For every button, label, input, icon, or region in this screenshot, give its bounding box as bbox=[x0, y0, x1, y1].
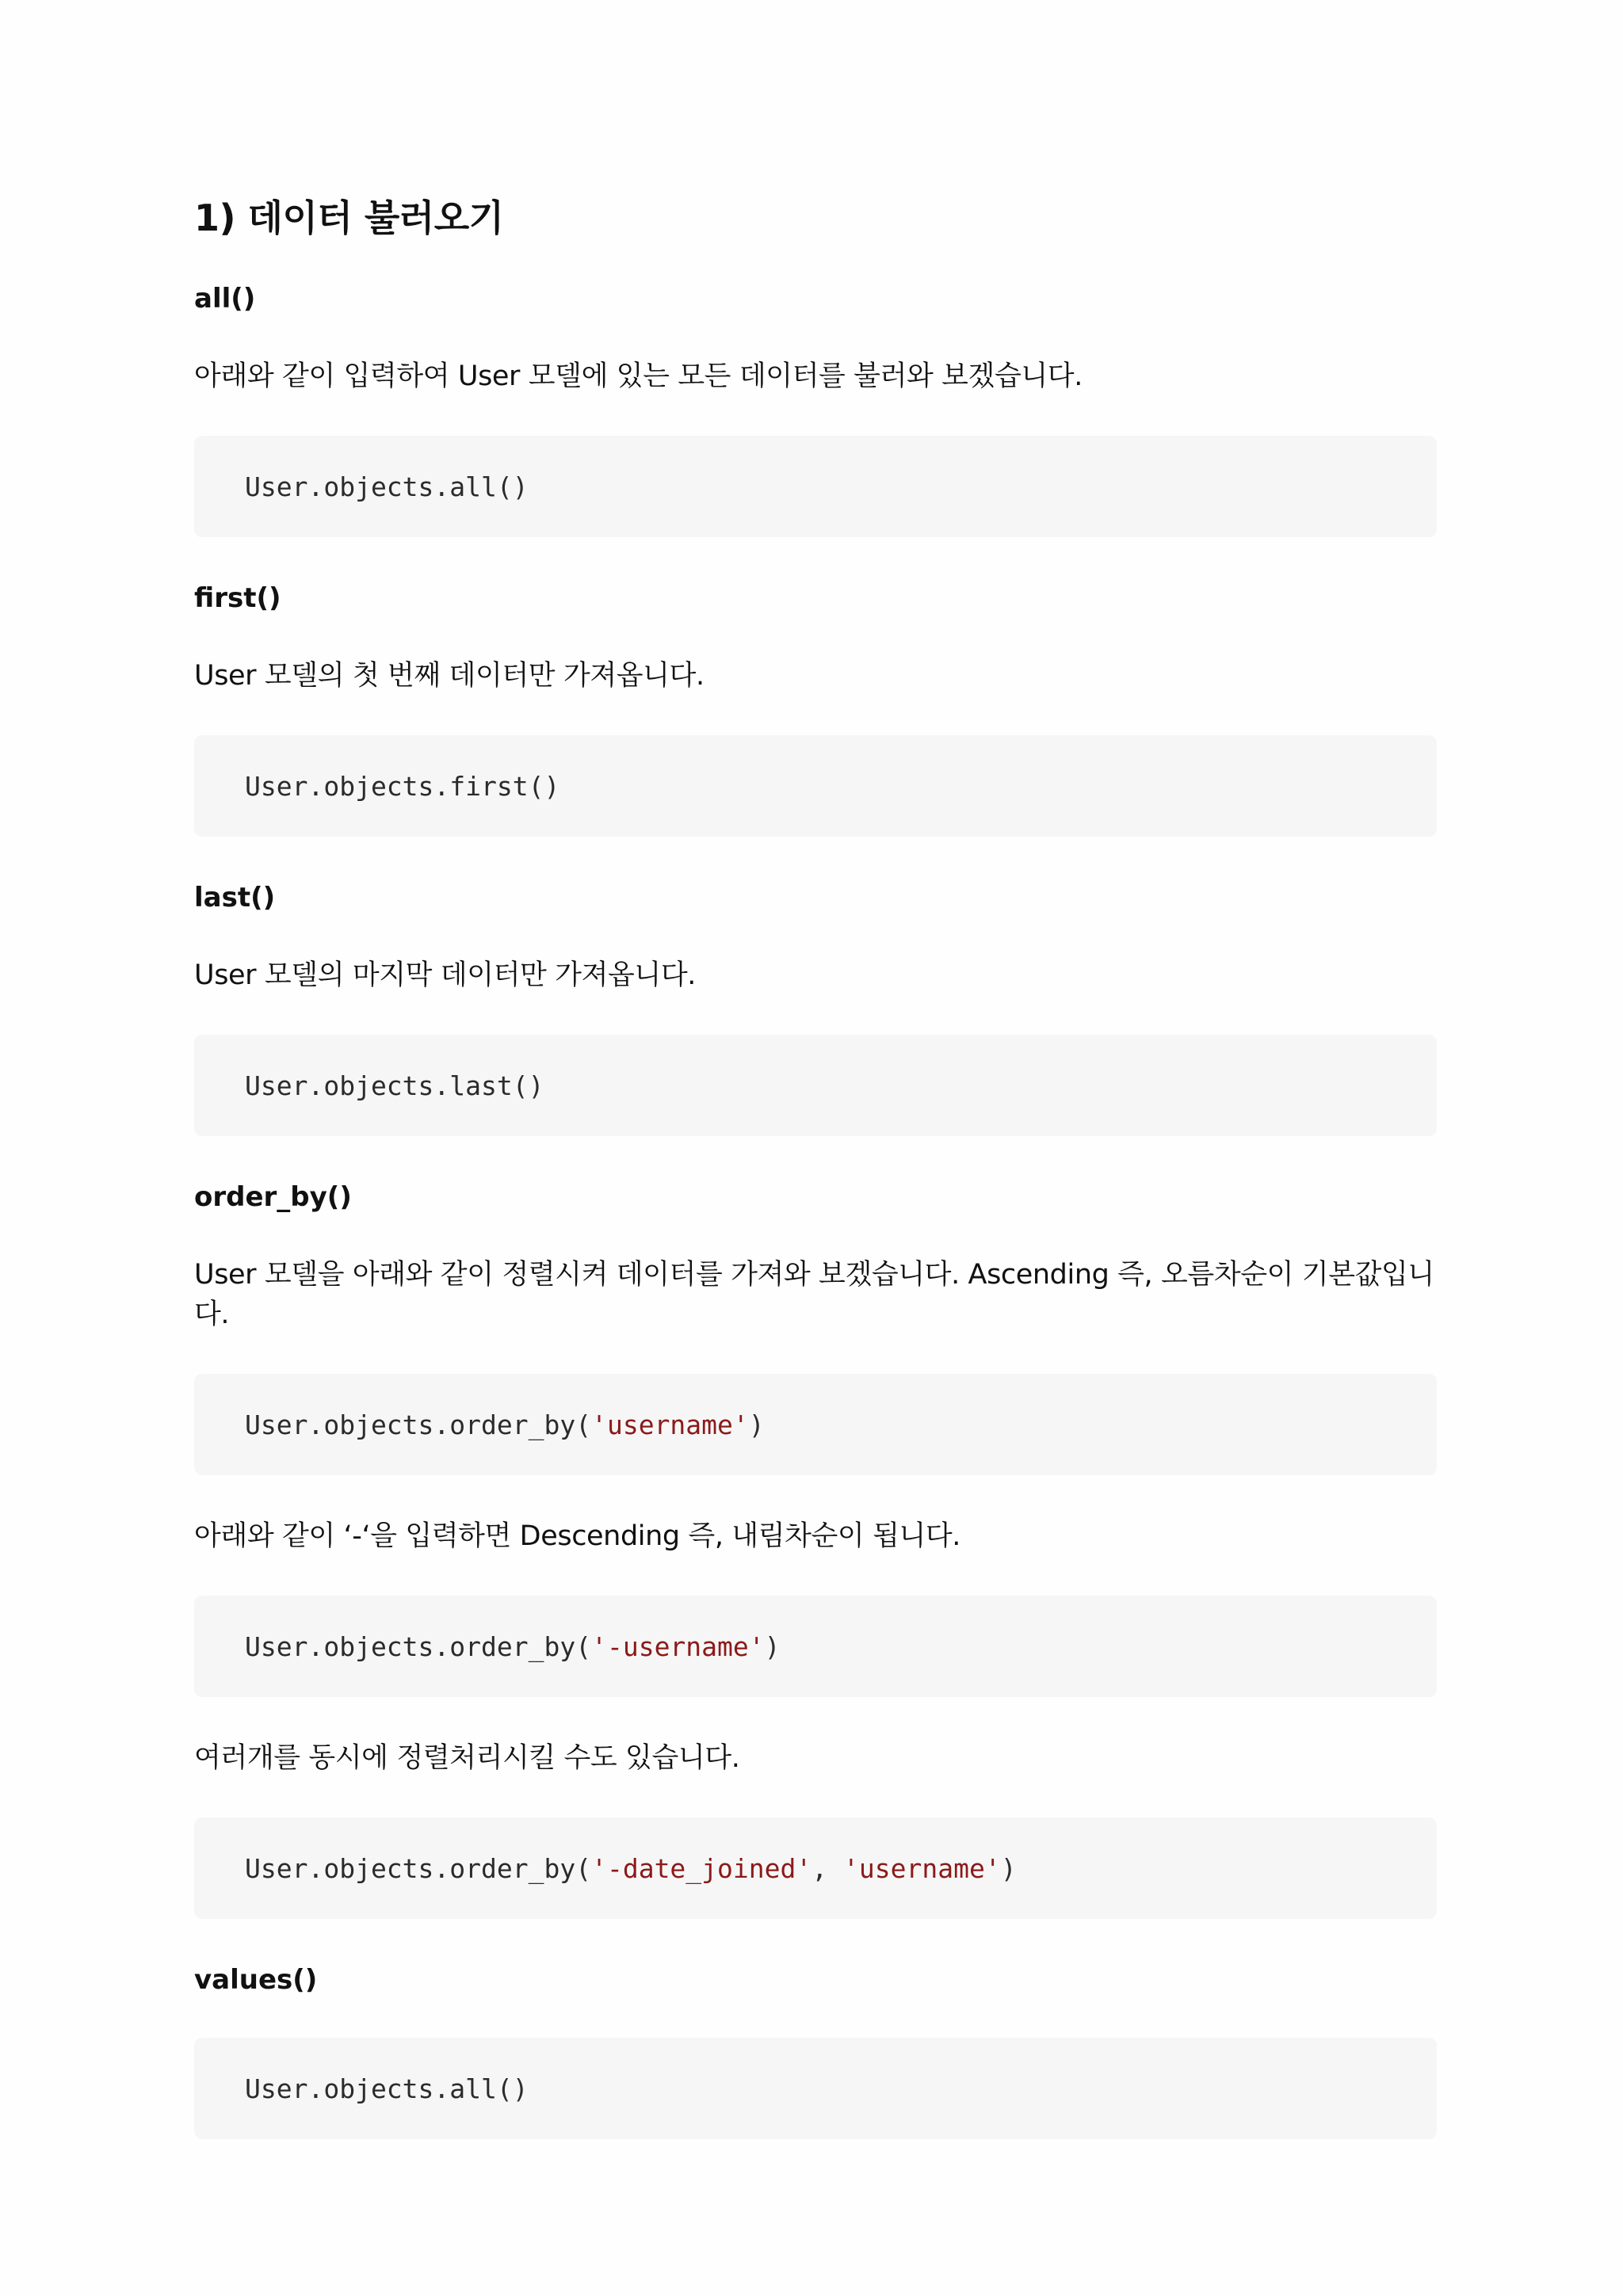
code-text: User.objects.all() bbox=[245, 2073, 529, 2104]
code-text: ) bbox=[1000, 1852, 1017, 1884]
document-page bbox=[194, 190, 1437, 2139]
method-title-all: all() bbox=[194, 283, 256, 315]
code-string: '-username' bbox=[591, 1630, 765, 1662]
code-string: '-date_joined' bbox=[591, 1852, 812, 1884]
code-string: 'username' bbox=[843, 1852, 1001, 1884]
description-last: User 모델의 마지막 데이터만 가져옵니다. bbox=[194, 959, 696, 991]
description-order-by-multi: 여러개를 동시에 정렬처리시킬 수도 있습니다. bbox=[194, 1742, 740, 1774]
section-heading: 1) 데이터 불러오기 bbox=[194, 196, 504, 239]
code-block-all bbox=[194, 436, 1437, 537]
description-all: 아래와 같이 입력하여 User 모델에 있는 모든 데이터를 불러와 보겠습니다. bbox=[194, 360, 1083, 392]
code-text: User.objects.order_by( bbox=[245, 1852, 592, 1884]
code-text: User.objects.order_by( bbox=[245, 1409, 592, 1440]
code-block-order-by-asc bbox=[194, 1374, 1437, 1475]
code-text: User.objects.first() bbox=[245, 770, 560, 802]
code-text: User.objects.last() bbox=[245, 1070, 544, 1101]
method-title-first: first() bbox=[194, 582, 281, 614]
method-title-last: last() bbox=[194, 882, 276, 913]
code-block-values bbox=[194, 2038, 1437, 2139]
description-order-by: User 모델을 아래와 같이 정렬시켜 데이터를 가져와 보겠습니다. Ascending 즉, 오름차순이 기본값입니다. bbox=[194, 1259, 1434, 1330]
method-title-order-by: order_by() bbox=[194, 1181, 352, 1213]
description-first: User 모델의 첫 번째 데이터만 가져옵니다. bbox=[194, 660, 705, 692]
code-string: 'username' bbox=[591, 1409, 749, 1440]
code-block-order-by-desc bbox=[194, 1596, 1437, 1697]
description-order-by-desc: 아래와 같이 ‘-‘을 입력하면 Descending 즉, 내림차순이 됩니다. bbox=[194, 1520, 961, 1552]
method-title-values: values() bbox=[194, 1964, 318, 1996]
code-text: ) bbox=[764, 1630, 781, 1662]
code-block-last bbox=[194, 1035, 1437, 1136]
code-text: , bbox=[812, 1852, 843, 1884]
code-block-first bbox=[194, 735, 1437, 837]
code-text: User.objects.all() bbox=[245, 471, 529, 502]
code-text: ) bbox=[748, 1409, 765, 1440]
code-text: User.objects.order_by( bbox=[245, 1630, 592, 1662]
code-block-order-by-multi bbox=[194, 1817, 1437, 1919]
